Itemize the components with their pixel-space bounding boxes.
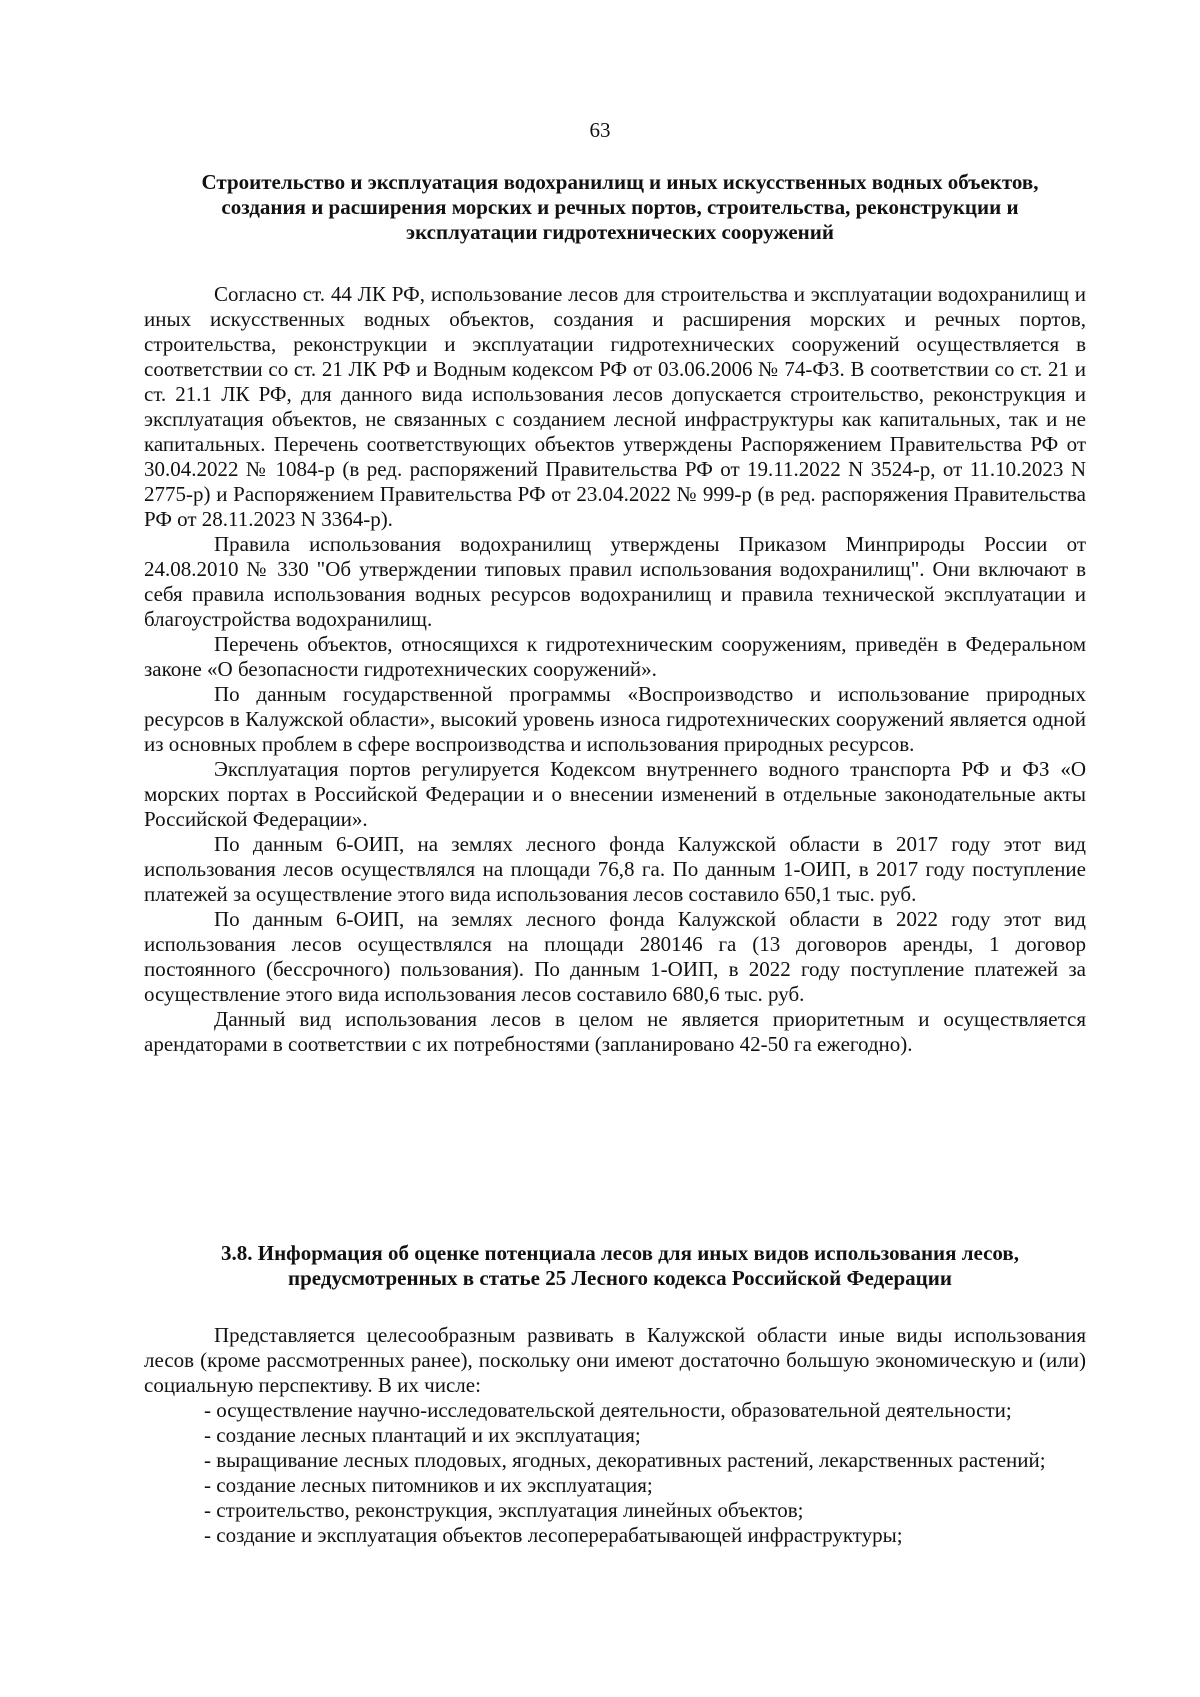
paragraph: Согласно ст. 44 ЛК РФ, использование лесов для строительства и эксплуатации водохранилищ и иных искусственных водных объектов, создания и расширения морских и речных портов, строительства, реконструкции и эксплуатации гидротехнических сооружений осуществляется в соответствии со ст. 21 ЛК РФ и Водным кодексом РФ от 03.06.2006 № 74-ФЗ. В соответствии со ст. 21 и ст. 21.1 ЛК РФ, для данного вида использования лесов допускается строительство, реконструкция и эксплуатация объектов, не связанных с созданием лесной инфраструктуры как капитальных, так и не капитальных. Перечень соответствующих объектов утверждены Распоряжением Правительства РФ от 30.04.2022 № 1084-р (в ред. распоряжений Правительства РФ от 19.11.2022 N 3524-р, от 11.10.2023 N 2775-р) и Распоряжением Правительства РФ от 23.04.2022 № 999-р (в ред. распоряжения Правительства РФ от 28.11.2023 N 3364-р). xyxy=(144,282,1086,531)
list-item: - создание и эксплуатация объектов лесоперерабатывающей инфраструктуры; xyxy=(204,1523,903,1547)
paragraph: По данным 6-ОИП, на землях лесного фонда Калужской области в 2017 году этот вид использования лесов осуществлялся на площади 76,8 га. По данным 1-ОИП, в 2017 году поступление платежей за осуществление этого вида использования лесов составило 650,1 тыс. руб. xyxy=(144,832,1086,906)
heading-line: Строительство и эксплуатация водохранилищ и иных искусственных водных объектов, xyxy=(201,170,1039,194)
paragraph: Правила использования водохранилищ утверждены Приказом Минприроды России от 24.08.2010 № 330 "Об утверждении типовых правил использования водохранилищ". Они включают в себя правила использования водных ресурсов водохранилищ и правила технической эксплуатации и благоустройства водохранилищ. xyxy=(144,532,1086,631)
heading-line: эксплуатации гидротехнических сооружений xyxy=(406,220,834,244)
heading-line: 3.8. Информация об оценке потенциала лесов для иных видов использования лесов, xyxy=(221,1241,1019,1265)
paragraph: Эксплуатация портов регулируется Кодексом внутреннего водного транспорта РФ и ФЗ «О морских портах в Российской Федерации и о внесении изменений в отдельные законодательные акты Российской Федерации». xyxy=(144,757,1086,831)
section-body-reservoirs xyxy=(144,282,1086,1057)
paragraph: Данный вид использования лесов в целом не является приоритетным и осуществляется арендаторами в соответствии с их потребностями (запланировано 42-50 га ежегодно). xyxy=(144,1007,1086,1056)
section-body-3-8 xyxy=(144,1323,1086,1548)
paragraph: По данным государственной программы «Воспроизводство и использование природных ресурсов в Калужской области», высокий уровень износа гидротехнических сооружений является одной из основных проблем в сфере воспроизводства и использования природных ресурсов. xyxy=(144,682,1086,756)
page-number: 63 xyxy=(589,118,611,142)
paragraph: По данным 6-ОИП, на землях лесного фонда Калужской области в 2022 году этот вид использования лесов осуществлялся на площади 280146 га (13 договоров аренды, 1 договор постоянного (бессрочного) пользования). По данным 1-ОИП, в 2022 году поступление платежей за осуществление этого вида использования лесов составило 680,6 тыс. руб. xyxy=(144,907,1086,1006)
paragraph: Перечень объектов, относящихся к гидротехническим сооружениям, приведён в Федеральном законе «О безопасности гидротехнических сооружений». xyxy=(144,632,1086,681)
list-item: - выращивание лесных плодовых, ягодных, декоративных растений, лекарственных растений; xyxy=(204,1448,1046,1472)
heading-line: предусмотренных в статье 25 Лесного кодекса Российской Федерации xyxy=(288,1266,952,1290)
section-heading-3-8 xyxy=(140,1241,1100,1291)
list-item: - строительство, реконструкция, эксплуатация линейных объектов; xyxy=(204,1498,804,1522)
intro-paragraph: Представляется целесообразным развивать в Калужской области иные виды использования лесов (кроме рассмотренных ранее), поскольку они имеют достаточно большую экономическую и (или) социальную перспективу. В их числе: xyxy=(144,1323,1086,1397)
section-heading-reservoirs xyxy=(140,170,1100,245)
list-item: - осуществление научно-исследовательской деятельности, образовательной деятельности; xyxy=(204,1398,1012,1422)
list-item: - создание лесных плантаций и их эксплуатация; xyxy=(204,1423,641,1447)
list-item: - создание лесных питомников и их эксплуатация; xyxy=(204,1473,653,1497)
heading-line: создания и расширения морских и речных портов, строительства, реконструкции и xyxy=(221,195,1019,219)
